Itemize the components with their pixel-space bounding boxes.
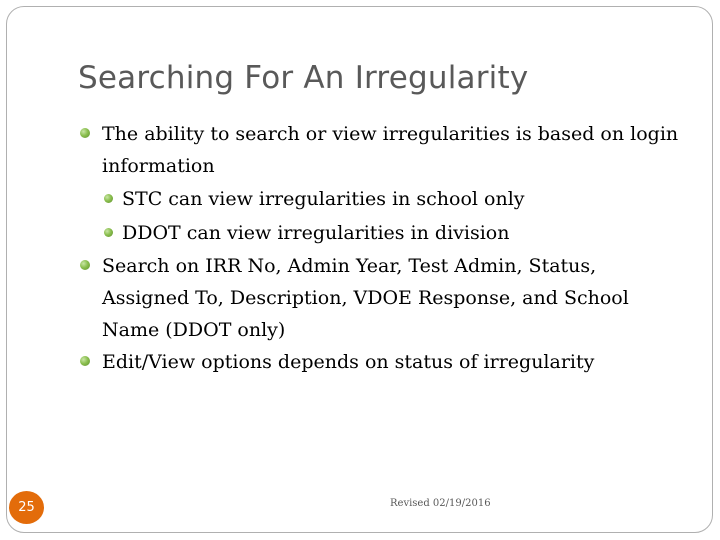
bullet-item bbox=[80, 250, 680, 346]
bullet-text: Edit/View options depends on status of irregularity bbox=[102, 351, 595, 373]
bullet-dot-icon bbox=[104, 228, 113, 237]
bullet-item bbox=[80, 346, 680, 378]
bullet-dot-icon bbox=[80, 260, 90, 270]
bullet-item bbox=[80, 118, 680, 182]
slide-title: Searching For An Irregularity bbox=[78, 60, 529, 96]
bullet-dot-icon bbox=[80, 128, 90, 138]
sub-bullet-text: STC can view irregularities in school only bbox=[122, 188, 525, 210]
page-number-badge: 25 bbox=[9, 491, 44, 524]
footer-revision: Revised 02/19/2016 bbox=[390, 498, 491, 509]
sub-bullet-item bbox=[80, 216, 680, 250]
bullet-text: Search on IRR No, Admin Year, Test Admin, Status, Assigned To, Description, VDOE Response, and School Name (DDOT only) bbox=[102, 255, 629, 341]
bullet-list bbox=[80, 118, 680, 378]
bullet-text: The ability to search or view irregularities is based on login information bbox=[102, 123, 679, 177]
sub-bullet-text: DDOT can view irregularities in division bbox=[122, 222, 510, 244]
sub-bullet-item bbox=[80, 182, 680, 216]
bullet-dot-icon bbox=[104, 194, 113, 203]
bullet-dot-icon bbox=[80, 356, 90, 366]
